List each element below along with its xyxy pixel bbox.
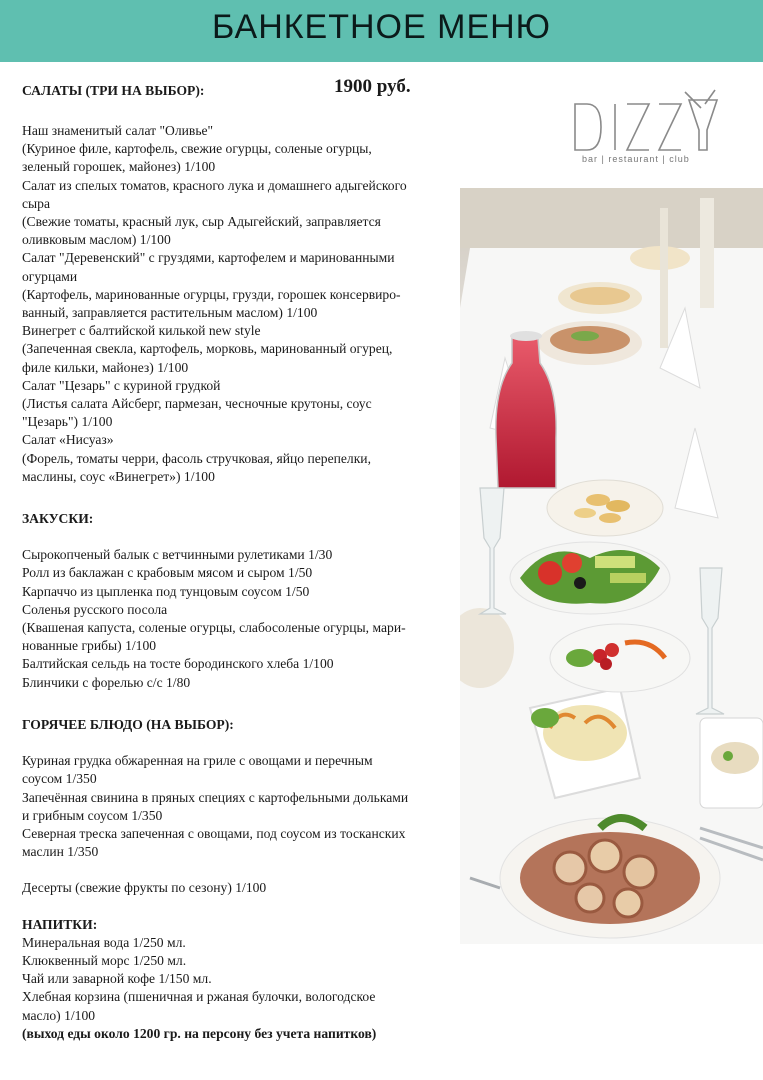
list-item: Клюквенный морс 1/250 мл. bbox=[22, 952, 187, 968]
list-item: сыра bbox=[22, 195, 50, 211]
list-item: Салат «Нисуаз» bbox=[22, 432, 114, 448]
list-item: нованные грибы) 1/100 bbox=[22, 638, 157, 654]
snacks-list bbox=[22, 546, 462, 692]
list-item: Чай или заварной кофе 1/150 мл. bbox=[22, 971, 212, 987]
list-item: Салат "Деревенский" с груздями, картофелем и маринованными bbox=[22, 250, 395, 266]
hot-dish-list bbox=[22, 752, 462, 861]
list-item: и грибным соусом 1/350 bbox=[22, 807, 163, 823]
list-item: (Свежие томаты, красный лук, сыр Адыгейский, заправляется bbox=[22, 214, 381, 230]
menu-price: 1900 руб. bbox=[334, 76, 411, 97]
dessert-line: Десерты (свежие фрукты по сезону) 1/100 bbox=[22, 880, 267, 896]
drinks-list bbox=[22, 934, 462, 1025]
hot-dish-title: ГОРЯЧЕЕ БЛЮДО (НА ВЫБОР): bbox=[22, 716, 234, 732]
list-item: Соленья русского посола bbox=[22, 601, 168, 617]
list-item: огурцами bbox=[22, 268, 78, 284]
list-item: Карпаччо из цыпленка под тунцовым соусом 1/50 bbox=[22, 583, 310, 599]
drinks-title: НАПИТКИ: bbox=[22, 916, 98, 932]
list-item: "Цезарь") 1/100 bbox=[22, 414, 113, 430]
list-item: Запечённая свинина в пряных специях с картофельными дольками bbox=[22, 789, 409, 805]
list-item: (Картофель, маринованные огурцы, грузди, горошек консервиро- bbox=[22, 286, 401, 302]
list-item: филе кильки, майонез) 1/100 bbox=[22, 359, 189, 375]
list-item: ванный, заправляется растительным маслом) 1/100 bbox=[22, 305, 318, 321]
salads-title: САЛАТЫ (ТРИ НА ВЫБОР): bbox=[22, 83, 205, 98]
list-item: (Куриное филе, картофель, свежие огурцы, соленые огурцы, bbox=[22, 141, 372, 157]
list-item: Балтийская сельдь на тосте бородинского хлеба 1/100 bbox=[22, 656, 334, 672]
list-item: маслины, соус «Винегрет») 1/100 bbox=[22, 468, 215, 484]
header-banner bbox=[0, 0, 763, 62]
salads-header bbox=[22, 78, 462, 104]
list-item: Блинчики с форелью с/с 1/80 bbox=[22, 674, 191, 690]
list-item: Винегрет с балтийской килькой new style bbox=[22, 323, 261, 339]
list-item: (Запеченная свекла, картофель, морковь, маринованный огурец, bbox=[22, 341, 393, 357]
list-item: Куриная грудка обжаренная на гриле с овощами и перечным bbox=[22, 753, 373, 769]
list-item: Салат "Цезарь" с куриной грудкой bbox=[22, 377, 221, 393]
list-item: Минеральная вода 1/250 мл. bbox=[22, 934, 186, 950]
list-item: Наш знаменитый салат "Оливье" bbox=[22, 123, 214, 138]
list-item: (Квашеная капуста, соленые огурцы, слабосоленые огурцы, мари- bbox=[22, 620, 406, 636]
menu-content bbox=[22, 78, 462, 1043]
list-item: (Форель, томаты черри, фасоль стручковая, яйцо перепелки, bbox=[22, 450, 371, 466]
list-item: масло) 1/100 bbox=[22, 1007, 96, 1023]
list-item: оливковым маслом) 1/100 bbox=[22, 232, 171, 248]
food-yield-note: (выход еды около 1200 гр. на персону без учета напитков) bbox=[22, 1025, 377, 1041]
list-item: (Листья салата Айсберг, пармезан, чесночные крутоны, соус bbox=[22, 396, 372, 412]
list-item: Ролл из баклажан с крабовым мясом и сыром 1/50 bbox=[22, 565, 313, 581]
list-item: маслин 1/350 bbox=[22, 844, 99, 860]
page-title: БАНКЕТНОЕ МЕНЮ bbox=[211, 8, 552, 46]
list-item: соусом 1/350 bbox=[22, 771, 97, 787]
list-item: зеленый горошек, майонез) 1/100 bbox=[22, 159, 216, 175]
list-item: Сырокопченый балык с ветчинными рулетиками 1/30 bbox=[22, 547, 333, 563]
list-item: Хлебная корзина (пшеничная и ржаная булочки, вологодское bbox=[22, 989, 376, 1005]
list-item: Салат из спелых томатов, красного лука и домашнего адыгейского bbox=[22, 177, 407, 193]
banquet-table-photo bbox=[460, 188, 763, 944]
salads-list bbox=[22, 122, 462, 486]
logo-subtitle: bar | restaurant | club bbox=[582, 154, 690, 164]
list-item: Северная треска запеченная с овощами, под соусом из тосканских bbox=[22, 825, 406, 841]
snacks-title: ЗАКУСКИ: bbox=[22, 511, 94, 527]
